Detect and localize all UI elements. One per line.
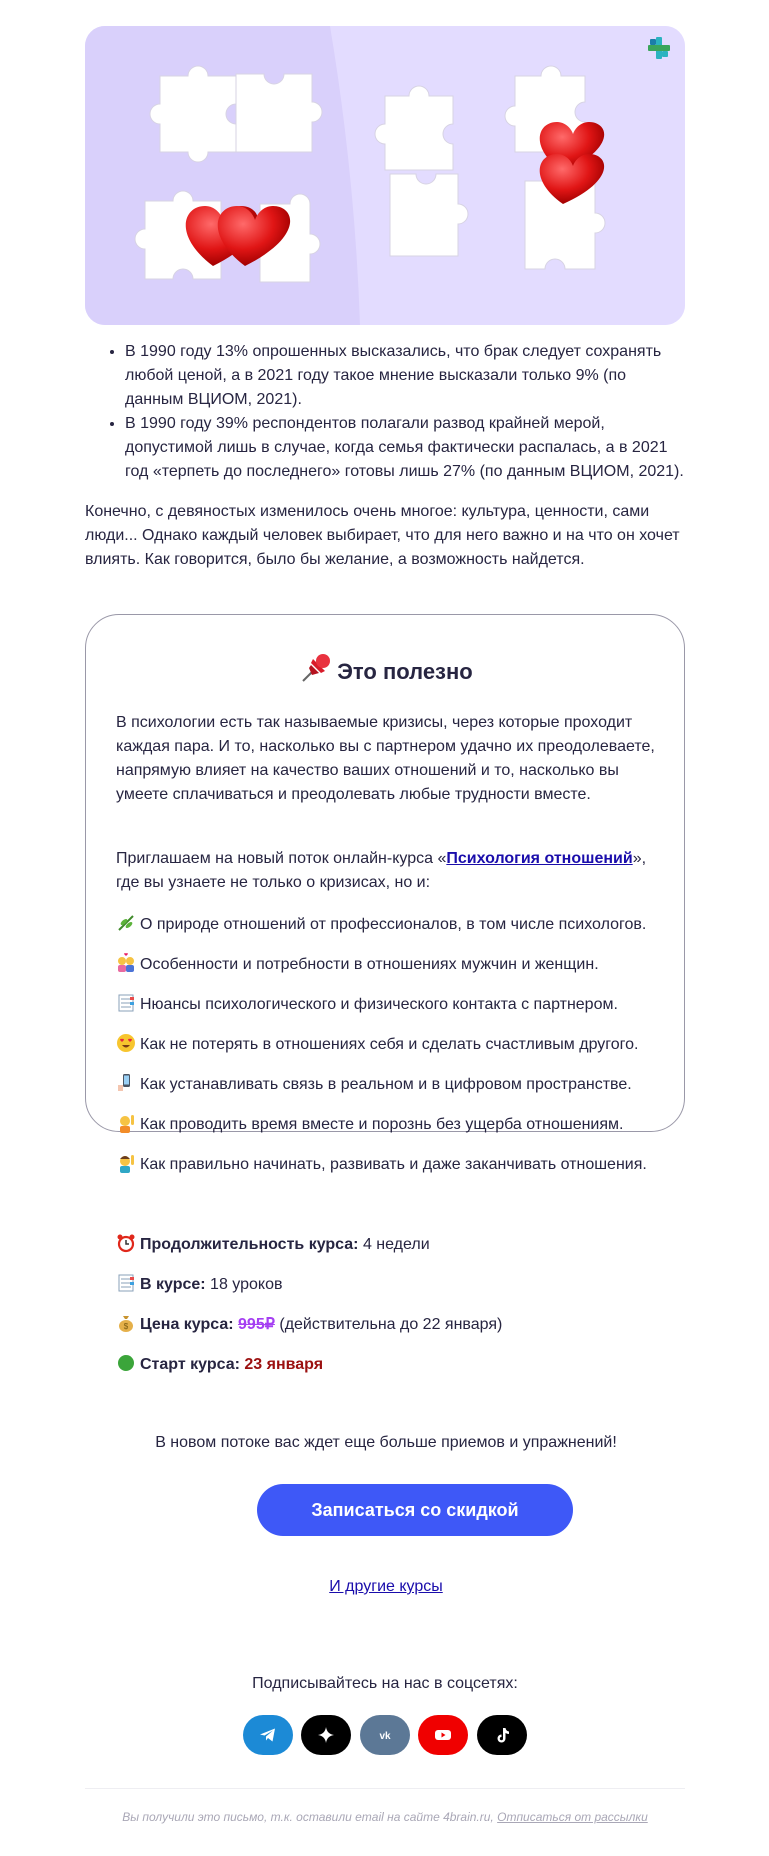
course-link[interactable]: Психология отношений bbox=[446, 850, 633, 867]
couple-icon bbox=[116, 953, 136, 973]
crisis-paragraph: В психологии есть так называемые кризисы, через которые проходит каждая пара. И то, насколько вы с партнером удачно их преодолеваете, напрямую влияет на качество ваших отношений и то, насколько вы умеете сплачиваться и преодолевать любые трудности вместе. bbox=[116, 714, 655, 803]
alarm-clock-icon bbox=[116, 1233, 136, 1253]
feature-item: Как не потерять в отношениях себя и сделать счастливым другого. bbox=[116, 1033, 656, 1057]
enroll-discount-button[interactable]: Записаться со скидкой bbox=[257, 1484, 573, 1536]
list-item: • В 1990 году 13% опрошенных высказались, что брак следует сохранять любой ценой, а в 2021 году такое мнение высказали только 9% (по данным ВЦИОМ, 2021). bbox=[125, 340, 685, 412]
bookmark-tabs-icon bbox=[116, 1273, 136, 1293]
other-courses-link[interactable]: И другие курсы bbox=[329, 1578, 443, 1595]
pushpin-icon bbox=[299, 651, 333, 685]
youtube-button[interactable] bbox=[418, 1715, 468, 1755]
raising-hand-man-icon bbox=[116, 1153, 136, 1173]
tiktok-button[interactable] bbox=[477, 1715, 527, 1755]
lessons-row: В курсе: 18 уроков bbox=[116, 1273, 656, 1297]
useful-card bbox=[85, 614, 685, 1595]
vk-icon bbox=[375, 1725, 395, 1745]
feature-item: Нюансы психологического и физического контакта с партнером. bbox=[116, 993, 656, 1017]
heart-eyes-icon bbox=[116, 1033, 136, 1053]
list-item: • В 1990 году 39% респондентов полагали развод крайней мерой, допустимой лишь в случае, когда семья фактически распалась, а в 2021 год «терпеть до последнего» готовы лишь 27% (по данным ВЦИОМ, 2021). bbox=[125, 412, 685, 484]
feature-item: О природе отношений от профессионалов, в том числе психологов. bbox=[116, 913, 656, 937]
feature-item: Как устанавливать связь в реальном и в цифровом пространстве. bbox=[116, 1073, 656, 1097]
hero-image bbox=[85, 26, 685, 325]
price-row: $ Цена курса: 995₽ (действительна до 22 января) bbox=[116, 1313, 656, 1337]
intro-paragraph: Конечно, с девяностых изменилось очень многое: культура, ценности, сами люди... Однако каждый человек выбирает, что для него важно и на что он хочет влиять. Как говорится, было бы желание, а возможность найдется. bbox=[85, 503, 680, 568]
brand-logo-icon bbox=[647, 36, 671, 60]
youtube-icon bbox=[433, 1725, 453, 1745]
svg-text:$: $ bbox=[123, 1322, 129, 1331]
price-value: 995₽ bbox=[238, 1316, 275, 1333]
sparkle-icon bbox=[316, 1725, 336, 1745]
herb-icon bbox=[116, 913, 136, 933]
start-date: 23 января bbox=[244, 1356, 324, 1373]
social-links bbox=[243, 1715, 527, 1755]
svg-text:vk: vk bbox=[379, 1731, 391, 1742]
feature-item: Особенности и потребности в отношениях мужчин и женщин. bbox=[116, 953, 656, 977]
raising-hand-icon bbox=[116, 1113, 136, 1133]
sparkle-button[interactable] bbox=[301, 1715, 351, 1755]
tiktok-icon bbox=[492, 1725, 512, 1745]
card-title: Это полезно bbox=[116, 651, 656, 686]
footer-divider bbox=[85, 1788, 685, 1789]
subscribe-text: Подписывайтесь на нас в соцсетях: bbox=[252, 1675, 518, 1692]
stats-list bbox=[85, 340, 685, 484]
duration-row: Продолжительность курса: 4 недели bbox=[116, 1233, 656, 1257]
telegram-button[interactable] bbox=[243, 1715, 293, 1755]
phone-icon bbox=[116, 1073, 136, 1093]
feature-item: Как правильно начинать, развивать и даже заканчивать отношения. bbox=[116, 1153, 656, 1177]
unsubscribe-link[interactable]: Отписаться от рассылки bbox=[497, 1810, 648, 1824]
footer-note: Вы получили это письмо, т.к. оставили email на сайте 4brain.ru, Отписаться от рассылки bbox=[122, 1810, 648, 1824]
green-circle-icon bbox=[116, 1353, 136, 1373]
feature-item: Как проводить время вместе и порознь без ущерба отношениям. bbox=[116, 1113, 656, 1137]
vk-button[interactable] bbox=[360, 1715, 410, 1755]
start-row: Старт курса: 23 января bbox=[116, 1353, 656, 1377]
invite-paragraph: Приглашаем на новый поток онлайн-курса «Психология отношений», где вы узнаете не только о кризисах, но и: bbox=[116, 850, 647, 891]
bookmark-tabs-icon bbox=[116, 993, 136, 1013]
telegram-icon bbox=[258, 1725, 278, 1745]
cta-note: В новом потоке вас ждет еще больше приемов и упражнений! bbox=[155, 1434, 617, 1451]
money-bag-icon bbox=[116, 1313, 136, 1333]
